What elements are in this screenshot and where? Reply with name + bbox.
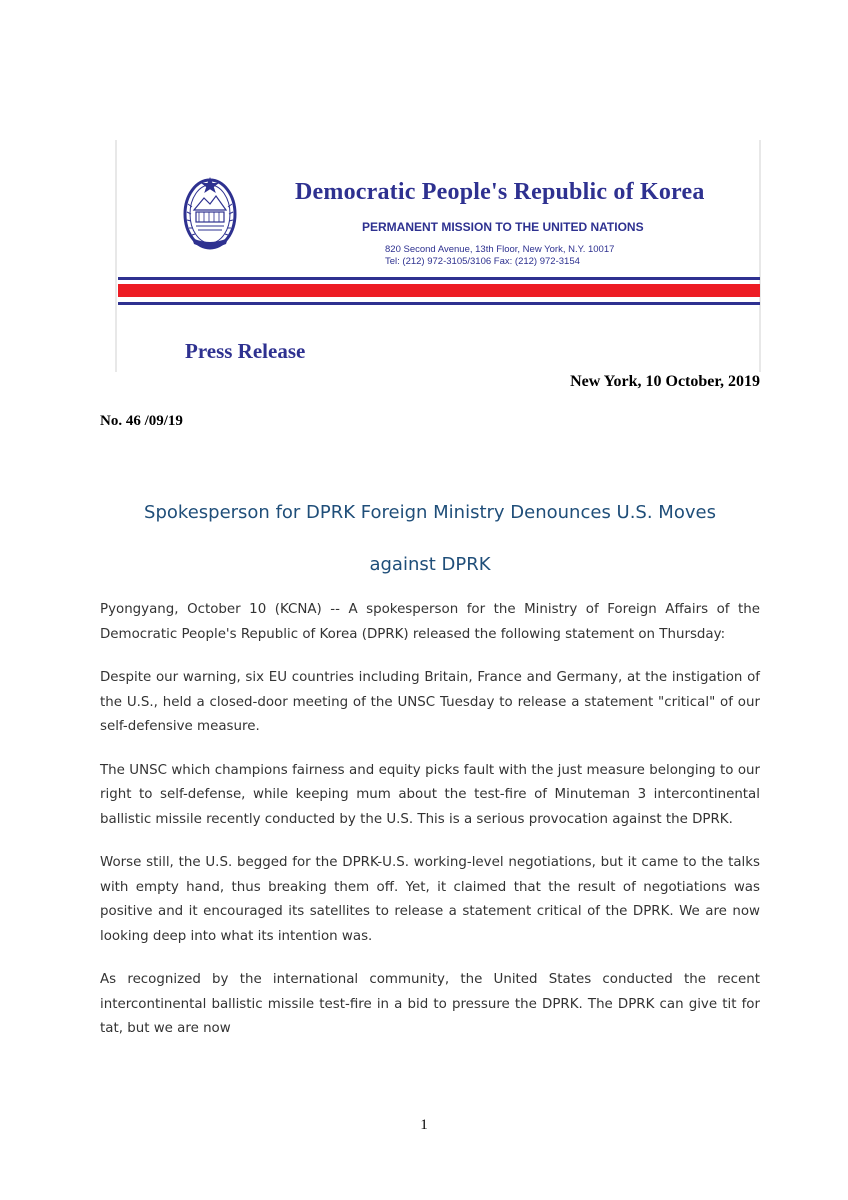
stripe-red	[118, 284, 760, 297]
page-number: 1	[420, 1117, 428, 1133]
paragraph: Worse still, the U.S. begged for the DPRK-U.S. working-level negotiations, but it came to the talks with empty hand, thus breaking them off. Yet, it claimed that the result of negotiations was positive and it encouraged its satellites to release a statement critical of the DPRK. We are now looking deep into what its intention was.	[100, 855, 760, 944]
mission-title: PERMANENT MISSION TO THE UNITED NATIONS	[362, 220, 644, 234]
body-text	[100, 598, 760, 1061]
stripe-blue-top	[118, 277, 760, 280]
dateline: New York, 10 October, 2019	[570, 373, 760, 390]
letterhead	[115, 140, 761, 372]
paragraph: Pyongyang, October 10 (KCNA) -- A spokesperson for the Ministry of Foreign Affairs of the Democratic People's Republic of Korea (DPRK) released the following statement on Thursday:	[100, 602, 760, 642]
letterhead-edge-right	[759, 140, 761, 372]
paragraph: Despite our warning, six EU countries including Britain, France and Germany, at the instigation of the U.S., held a closed-door meeting of the UNSC Tuesday to release a statement "critical" of our self-defensive measure.	[100, 670, 760, 734]
paragraph: The UNSC which champions fairness and equity picks fault with the just measure belonging to our right to self-defense, while keeping mum about the test-fire of Minuteman 3 intercontinental ballistic missile recently conducted by the U.S. This is a serious provocation against the DPRK.	[100, 762, 760, 827]
letterhead-edge-left	[115, 140, 117, 372]
dprk-state-emblem-icon	[182, 174, 238, 252]
headline-line-1: Spokesperson for DPRK Foreign Ministry Denounces U.S. Moves	[144, 502, 716, 523]
release-number: No. 46 /09/19	[100, 413, 183, 429]
stripe-blue-bottom	[118, 302, 760, 305]
paragraph: As recognized by the international community, the United States conducted the recent intercontinental ballistic missile test-fire in a bid to pressure the DPRK. The DPRK can give tit for tat, but we are now	[100, 972, 760, 1036]
mission-contact: Tel: (212) 972-3105/3106 Fax: (212) 972-3154	[385, 256, 580, 267]
headline-line-2: against DPRK	[369, 554, 491, 575]
headline	[100, 487, 760, 591]
press-release-label: Press Release	[185, 339, 306, 363]
mission-address: 820 Second Avenue, 13th Floor, New York, N.Y. 10017	[385, 244, 615, 255]
organization-name: Democratic People's Republic of Korea	[295, 179, 705, 205]
